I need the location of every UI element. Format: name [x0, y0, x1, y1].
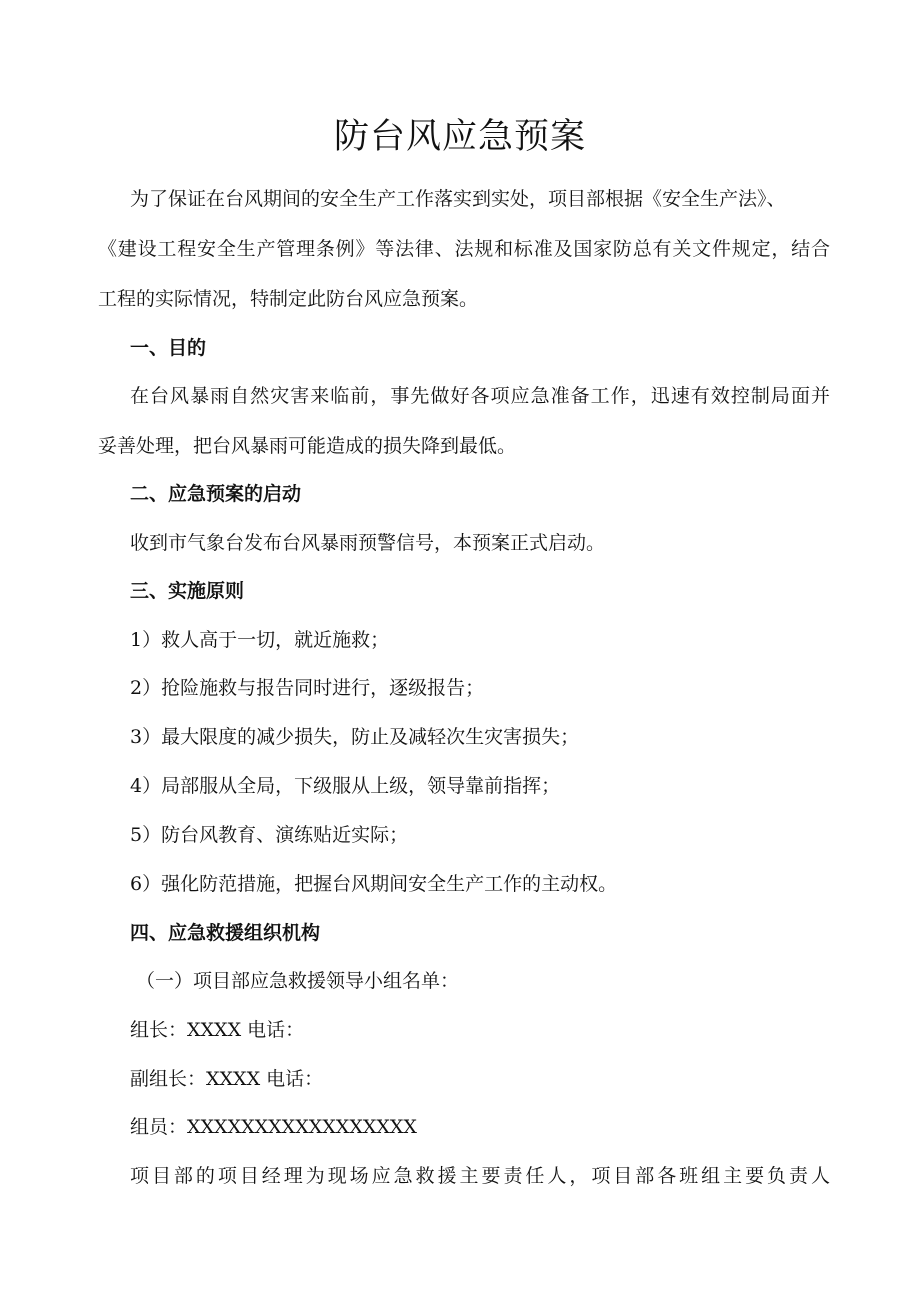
- section-3-heading: 三、实施原则: [130, 580, 245, 602]
- section-1-line-2: 妥善处理，把台风暴雨可能造成的损失降到最低。: [98, 435, 517, 457]
- section-2-line-1: 收到市气象台发布台风暴雨预警信号，本预案正式启动。: [130, 532, 606, 554]
- section-4-sub-1: （一）项目部应急救援领导小组名单：: [136, 970, 460, 992]
- section-2-heading: 二、应急预案的启动: [130, 483, 302, 505]
- principle-item: 4）局部服从全局，下级服从上级，领导靠前指挥；: [130, 775, 561, 797]
- intro-line-2: 《建设工程安全生产管理条例》等法律、法规和标准及国家防总有关文件规定，结合: [98, 238, 830, 260]
- group-members: 组员：XXXXXXXXXXXXXXXXX: [130, 1116, 417, 1138]
- principle-item: 5）防台风教育、演练贴近实际；: [130, 824, 409, 846]
- document-title: 防台风应急预案: [333, 117, 586, 157]
- section-4-heading: 四、应急救援组织机构: [130, 922, 321, 944]
- principle-item: 1）救人高于一切，就近施救；: [130, 629, 390, 651]
- deputy-leader: 副组长：XXXX 电话：: [130, 1068, 324, 1090]
- principle-item: 2）抢险施救与报告同时进行，逐级报告；: [130, 677, 485, 699]
- group-leader: 组长：XXXX 电话：: [130, 1019, 305, 1041]
- section-1-heading: 一、目的: [130, 337, 207, 359]
- section-1-line-1: 在台风暴雨自然灾害来临前，事先做好各项应急准备工作，迅速有效控制局面并: [130, 385, 830, 407]
- intro-line-1: 为了保证在台风期间的安全生产工作落实到实处，项目部根据《安全生产法》、: [130, 188, 786, 210]
- section-4-line-1: 项目部的项目经理为现场应急救援主要责任人，项目部各班组主要负责人: [130, 1165, 830, 1187]
- principle-item: 6）强化防范措施，把握台风期间安全生产工作的主动权。: [130, 873, 618, 895]
- principle-item: 3）最大限度的减少损失，防止及减轻次生灾害损失；: [130, 726, 580, 748]
- intro-line-3: 工程的实际情况，特制定此防台风应急预案。: [98, 288, 479, 310]
